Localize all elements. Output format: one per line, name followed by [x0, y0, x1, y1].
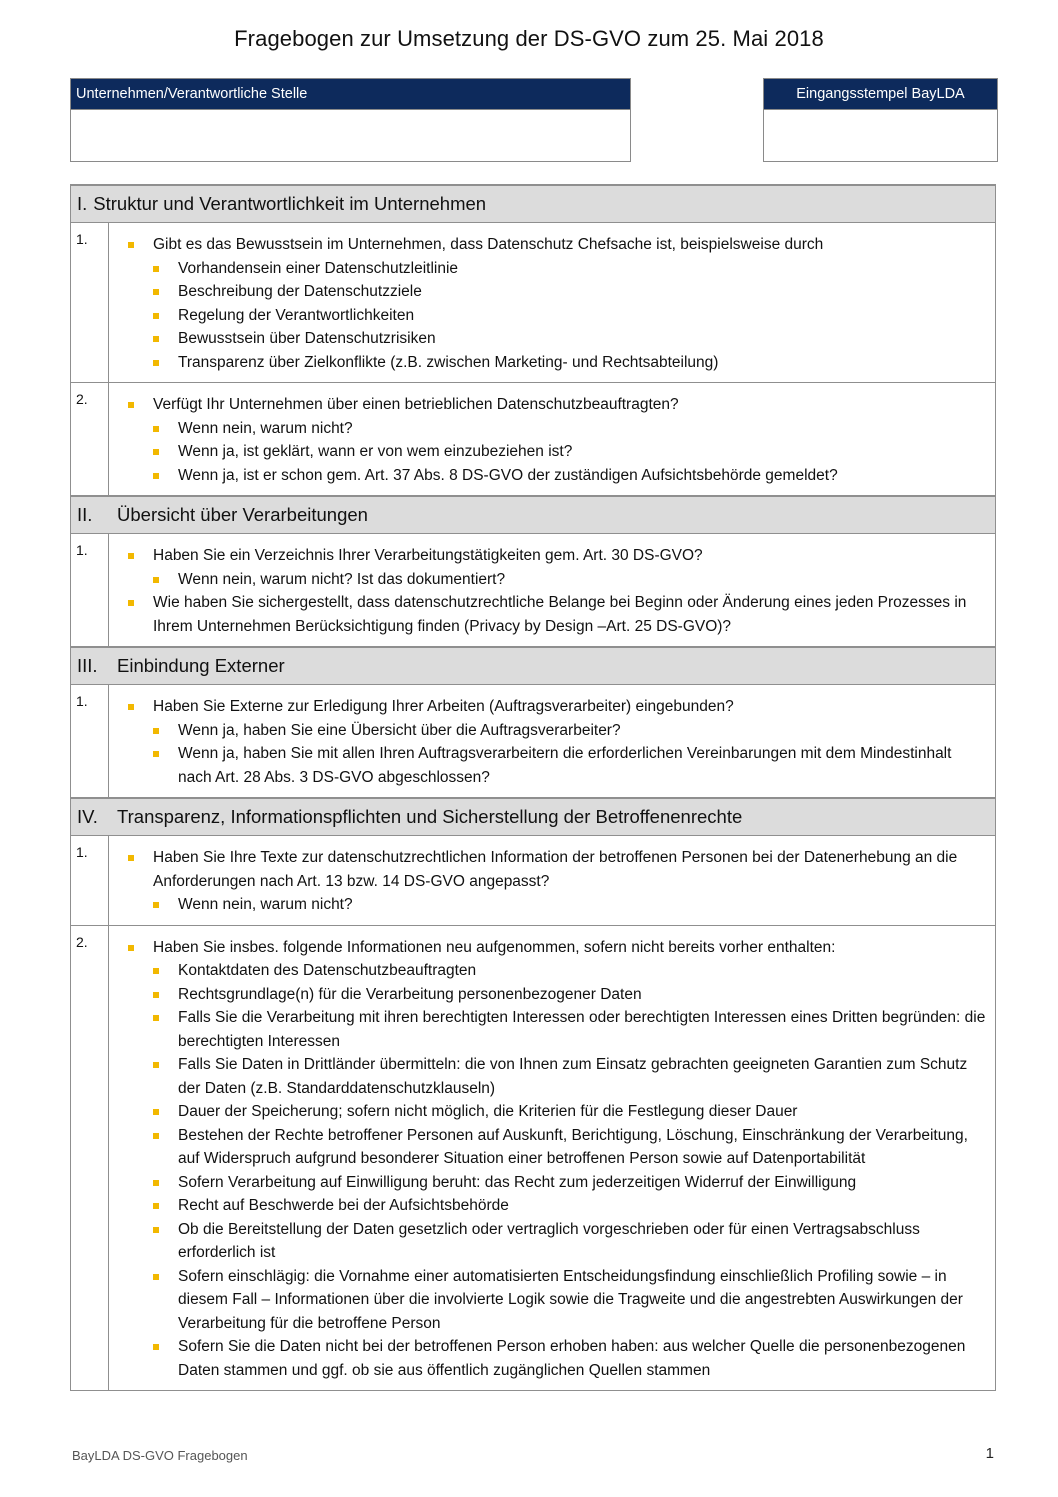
- sub-question-text: Falls Sie die Verarbeitung mit ihren berechtigten Interessen oder berechtigten Interessen eines Dritten begründen: die berechtigten Interessen: [178, 1009, 986, 1050]
- question-text: Haben Sie Ihre Texte zur datenschutzrechtlichen Information der betroffenen Personen bei der Datenerhebung an die Anforderungen nach Art. 13 bzw. 14 DS-GVO angepasst?: [153, 849, 958, 890]
- sub-question-item: [178, 1124, 987, 1171]
- square-bullet-icon: [153, 1227, 159, 1233]
- square-bullet-icon: [153, 902, 159, 908]
- square-bullet-icon: [153, 1015, 159, 1021]
- sub-question-text: Falls Sie Daten in Drittländer übermitteln: die von Ihnen zum Einsatz gebrachten geeigneten Garantien zum Schutz der Daten (z.B. Standarddatenschutzklauseln): [178, 1056, 968, 1097]
- company-field-label: Unternehmen/Verantwortliche Stelle: [71, 79, 630, 110]
- square-bullet-icon: [153, 336, 159, 342]
- sub-question-item: [178, 1194, 987, 1218]
- question-row: [71, 925, 996, 1391]
- square-bullet-icon: [153, 1180, 159, 1186]
- sub-question-text: Ob die Bereitstellung der Daten gesetzlich oder vertraglich vorgeschrieben oder für einen Vertragsabschluss erforderlich ist: [178, 1220, 920, 1261]
- section-number: I.: [77, 193, 88, 214]
- question-content: [109, 383, 996, 497]
- sub-question-item: [178, 893, 987, 917]
- sub-question-text: Beschreibung der Datenschutzziele: [178, 283, 422, 300]
- footer-doc-name: BayLDA DS-GVO Fragebogen: [72, 1448, 248, 1463]
- sub-question-text: Wenn nein, warum nicht?: [178, 896, 353, 913]
- sub-question-text: Wenn ja, haben Sie mit allen Ihren Auftragsverarbeitern die erforderlichen Vereinbarungen mit dem Mindestinhalt nach Art. 28 Abs. 3 DS-GVO abgeschlossen?: [178, 745, 952, 786]
- sub-question-text: Sofern Sie die Daten nicht bei der betroffenen Person erhoben haben: aus welcher Quelle die personenbezogenen Daten stammen und ggf. ob sie aus öffentlich zugänglichen Quellen stammen: [178, 1338, 966, 1379]
- section-number: III.: [77, 655, 98, 676]
- sub-question-item: [178, 327, 987, 351]
- company-field-box: [70, 78, 631, 162]
- square-bullet-icon: [153, 992, 159, 998]
- square-bullet-icon: [153, 751, 159, 757]
- question-text: Haben Sie Externe zur Erledigung Ihrer Arbeiten (Auftragsverarbeiter) eingebunden?: [153, 698, 734, 715]
- stamp-field-box: [763, 78, 998, 162]
- question-number: 1.: [71, 534, 109, 648]
- sub-question-text: Vorhandensein einer Datenschutzleitlinie: [178, 259, 459, 277]
- question-text: Haben Sie insbes. folgende Informationen neu aufgenommen, sofern nicht bereits vorher enthalten:: [153, 938, 836, 956]
- sub-question-item: [178, 1335, 987, 1382]
- question-content: [109, 534, 996, 648]
- question-number: 1.: [71, 685, 109, 799]
- question-text: Haben Sie ein Verzeichnis Ihrer Verarbeitungstätigkeiten gem. Art. 30 DS-GVO?: [153, 547, 703, 564]
- question-text: Wie haben Sie sichergestellt, dass datenschutzrechtliche Belange bei Beginn oder Änderung eines jeden Prozesses in Ihrem Unternehmen Berücksichtigung finden (Privacy by Design –Art. 25 DS-GVO)?: [153, 594, 967, 635]
- question-row: [71, 836, 996, 926]
- square-bullet-icon: [128, 553, 134, 559]
- square-bullet-icon: [153, 1344, 159, 1350]
- section-heading: [71, 647, 996, 685]
- question-item: [153, 233, 987, 374]
- sub-question-item: [178, 742, 987, 789]
- sub-question-item: [178, 351, 987, 375]
- sub-question-text: Rechtsgrundlage(n) für die Verarbeitung personenbezogener Daten: [178, 985, 642, 1003]
- section-title: Transparenz, Informationspflichten und Sicherstellung der Betroffenenrechte: [117, 806, 743, 827]
- square-bullet-icon: [128, 704, 134, 710]
- sub-question-text: Wenn ja, ist geklärt, wann er von wem einzubeziehen ist?: [178, 443, 573, 460]
- stamp-field-label: Eingangsstempel BayLDA: [764, 79, 997, 110]
- section-heading: [71, 496, 996, 534]
- square-bullet-icon: [128, 945, 134, 951]
- question-text: Verfügt Ihr Unternehmen über einen betrieblichen Datenschutzbeauftragten?: [153, 396, 679, 413]
- question-item: [153, 936, 987, 1383]
- square-bullet-icon: [153, 289, 159, 295]
- sub-question-text: Kontaktdaten des Datenschutzbeauftragten: [178, 962, 477, 979]
- square-bullet-icon: [153, 1062, 159, 1068]
- square-bullet-icon: [153, 473, 159, 479]
- sub-question-item: [178, 280, 987, 304]
- sub-question-item: [178, 464, 987, 488]
- sub-question-item: [178, 719, 987, 743]
- section-title: Struktur und Verantwortlichkeit im Unternehmen: [93, 193, 487, 214]
- sub-question-item: [178, 1100, 987, 1124]
- sub-question-text: Wenn ja, ist er schon gem. Art. 37 Abs. 8 DS-GVO der zuständigen Aufsichtsbehörde gemeldet?: [178, 466, 838, 484]
- stamp-field-area: [764, 110, 997, 160]
- sub-question-item: [178, 1171, 987, 1195]
- question-content: [109, 685, 996, 799]
- sub-question-text: Dauer der Speicherung; sofern nicht möglich, die Kriterien für die Festlegung dieser Dauer: [178, 1103, 798, 1120]
- sub-question-text: Regelung der Verantwortlichkeiten: [178, 306, 415, 324]
- square-bullet-icon: [153, 313, 159, 319]
- sub-question-item: [178, 1218, 987, 1265]
- sub-question-text: Recht auf Beschwerde bei der Aufsichtsbehörde: [178, 1197, 509, 1214]
- section-number: IV.: [77, 806, 98, 827]
- section-title: Einbindung Externer: [117, 655, 285, 676]
- sub-question-text: Wenn nein, warum nicht? Ist das dokumentiert?: [178, 570, 506, 588]
- section-number: II.: [77, 504, 93, 525]
- page-title: Fragebogen zur Umsetzung der DS-GVO zum 25. Mai 2018: [234, 26, 824, 51]
- sub-question-item: [178, 983, 987, 1007]
- question-row: [71, 534, 996, 648]
- square-bullet-icon: [153, 426, 159, 432]
- question-number: 1.: [71, 223, 109, 383]
- question-item: [153, 393, 987, 487]
- question-text: Gibt es das Bewusstsein im Unternehmen, dass Datenschutz Chefsache ist, beispielsweise durch: [153, 236, 824, 253]
- sub-question-text: Transparenz über Zielkonflikte (z.B. zwischen Marketing- und Rechtsabteilung): [178, 353, 719, 371]
- question-item: [153, 544, 987, 591]
- sub-question-item: [178, 959, 987, 983]
- question-number: 2.: [71, 383, 109, 497]
- sub-question-item: [178, 1265, 987, 1336]
- square-bullet-icon: [128, 402, 134, 408]
- sub-question-item: [178, 1053, 987, 1100]
- square-bullet-icon: [153, 577, 159, 583]
- sub-question-text: Sofern Verarbeitung auf Einwilligung beruht: das Recht zum jederzeitigen Widerruf der Einwilligung: [178, 1173, 857, 1191]
- section-heading: [71, 798, 996, 836]
- question-item: [153, 695, 987, 789]
- question-row: [71, 685, 996, 799]
- square-bullet-icon: [128, 242, 134, 248]
- question-number: 2.: [71, 925, 109, 1391]
- sub-question-text: Wenn ja, haben Sie eine Übersicht über die Auftragsverarbeiter?: [178, 721, 621, 739]
- company-field-input[interactable]: [71, 110, 630, 160]
- square-bullet-icon: [153, 360, 159, 366]
- square-bullet-icon: [153, 1133, 159, 1139]
- footer-page-number: 1: [985, 1445, 994, 1462]
- sub-question-text: Sofern einschlägig: die Vornahme einer automatisierten Entscheidungsfindung einschließlich Profiling sowie – in diesem Fall – Informationen über die involvierte Logik sowie die Tragweite und die angestrebten Auswirkungen der Verarbeitung für die betroffene Person: [178, 1267, 963, 1332]
- question-content: [109, 223, 996, 383]
- sub-question-text: Wenn nein, warum nicht?: [178, 419, 353, 437]
- sub-question-text: Bestehen der Rechte betroffener Personen auf Auskunft, Berichtigung, Löschung, Einschränkung der Verarbeitung, auf Widerspruch aufgrund besonderer Situation einer betroffenen Person sowie auf Datenportabilität: [178, 1126, 968, 1167]
- question-content: [109, 836, 996, 926]
- sub-question-item: [178, 304, 987, 328]
- sub-question-item: [178, 440, 987, 464]
- square-bullet-icon: [128, 855, 134, 861]
- question-row: [71, 223, 996, 383]
- square-bullet-icon: [153, 449, 159, 455]
- sub-question-item: [178, 1006, 987, 1053]
- square-bullet-icon: [153, 728, 159, 734]
- question-row: [71, 383, 996, 497]
- questionnaire-table: [70, 184, 996, 1391]
- sub-question-item: [178, 568, 987, 592]
- square-bullet-icon: [153, 1109, 159, 1115]
- square-bullet-icon: [153, 1203, 159, 1209]
- question-number: 1.: [71, 836, 109, 926]
- sub-question-item: [178, 417, 987, 441]
- question-content: [109, 925, 996, 1391]
- sub-question-item: [178, 257, 987, 281]
- sub-question-text: Bewusstsein über Datenschutzrisiken: [178, 330, 436, 347]
- square-bullet-icon: [153, 1274, 159, 1280]
- square-bullet-icon: [153, 968, 159, 974]
- square-bullet-icon: [128, 600, 134, 606]
- question-item: [153, 846, 987, 917]
- section-heading: [71, 185, 996, 223]
- section-title: Übersicht über Verarbeitungen: [117, 504, 368, 525]
- question-item: [153, 591, 987, 638]
- square-bullet-icon: [153, 266, 159, 272]
